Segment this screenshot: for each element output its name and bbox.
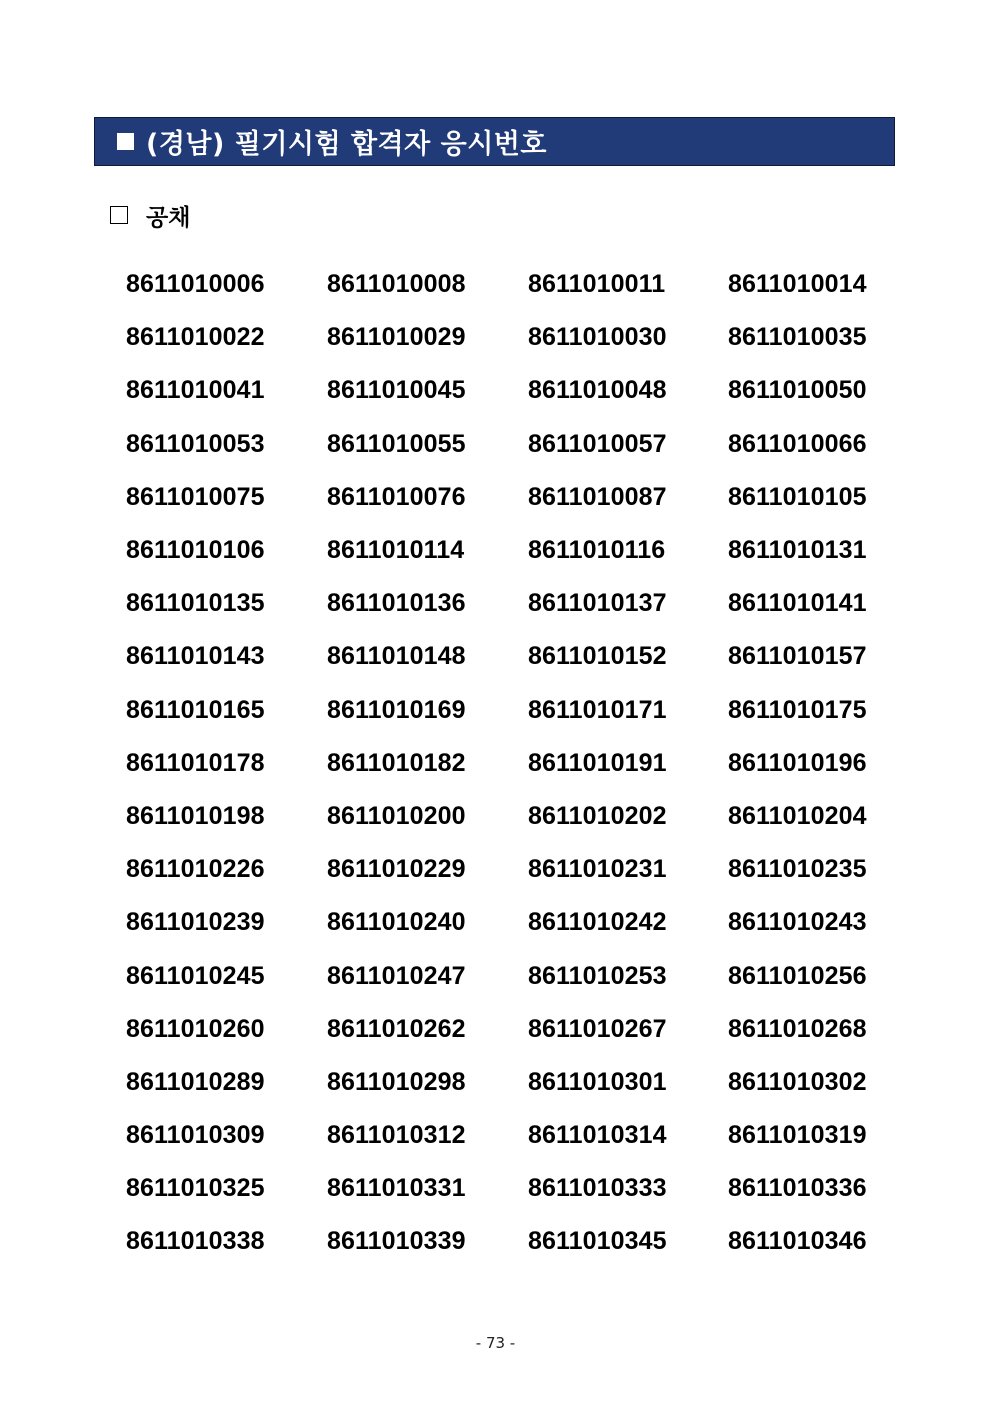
exam-number: 8611010066 [728,429,867,458]
exam-number: 8611010169 [327,695,466,724]
exam-number: 8611010256 [728,961,867,990]
exam-number: 8611010137 [528,589,667,618]
exam-number: 8611010235 [728,855,867,884]
exam-number: 8611010229 [327,855,466,884]
exam-number: 8611010231 [528,855,667,884]
exam-number: 8611010030 [528,323,667,352]
exam-number: 8611010191 [528,748,667,777]
exam-number: 8611010165 [126,695,265,724]
exam-number: 8611010226 [126,855,265,884]
exam-number: 8611010105 [728,482,867,511]
title-bar [94,117,895,166]
exam-number: 8611010053 [126,429,265,458]
exam-number: 8611010050 [728,376,867,405]
exam-number: 8611010152 [528,642,667,671]
exam-number: 8611010116 [528,536,666,565]
exam-number: 8611010302 [728,1067,867,1096]
exam-number: 8611010048 [528,376,667,405]
exam-number: 8611010260 [126,1014,265,1043]
page-title: (경남) 필기시험 합격자 응시번호 [146,129,547,160]
exam-number: 8611010045 [327,376,466,405]
exam-number: 8611010055 [327,429,466,458]
exam-number: 8611010245 [126,961,265,990]
exam-number: 8611010022 [126,323,265,352]
exam-number: 8611010338 [126,1227,265,1256]
exam-number: 8611010247 [327,961,466,990]
exam-number: 8611010141 [728,589,867,618]
exam-number: 8611010057 [528,429,667,458]
exam-number: 8611010198 [126,801,265,830]
exam-number: 8611010202 [528,801,667,830]
exam-number: 8611010182 [327,748,466,777]
exam-number: 8611010336 [728,1174,867,1203]
exam-number: 8611010243 [728,908,867,937]
exam-number: 8611010309 [126,1121,265,1150]
exam-number: 8611010301 [528,1067,667,1096]
exam-number-grid [126,258,886,1269]
exam-number: 8611010006 [126,270,265,299]
exam-number: 8611010106 [126,536,265,565]
filled-square-icon [117,133,134,150]
exam-number: 8611010171 [528,695,667,724]
exam-number: 8611010136 [327,589,466,618]
exam-number: 8611010325 [126,1174,265,1203]
exam-number: 8611010314 [528,1121,667,1150]
empty-checkbox-icon [110,206,128,224]
exam-number: 8611010157 [728,642,867,671]
exam-number: 8611010175 [728,695,867,724]
exam-number: 8611010196 [728,748,867,777]
exam-number: 8611010239 [126,908,265,937]
exam-number: 8611010014 [728,270,867,299]
exam-number: 8611010289 [126,1067,265,1096]
exam-number: 8611010262 [327,1014,466,1043]
exam-number: 8611010035 [728,323,867,352]
exam-number: 8611010312 [327,1121,466,1150]
exam-number: 8611010135 [126,589,265,618]
exam-number: 8611010242 [528,908,667,937]
exam-number: 8611010345 [528,1227,667,1256]
exam-number: 8611010178 [126,748,265,777]
exam-number: 8611010331 [327,1174,466,1203]
exam-number: 8611010204 [728,801,867,830]
exam-number: 8611010131 [728,536,867,565]
exam-number: 8611010298 [327,1067,466,1096]
exam-number: 8611010339 [327,1227,466,1256]
section-label: 공채 [146,204,191,231]
exam-number: 8611010319 [728,1121,867,1150]
page-number: - 73 - [475,1334,516,1352]
exam-number: 8611010253 [528,961,667,990]
exam-number: 8611010267 [528,1014,667,1043]
exam-number: 8611010268 [728,1014,867,1043]
exam-number: 8611010011 [528,270,666,299]
exam-number: 8611010087 [528,482,667,511]
exam-number: 8611010076 [327,482,466,511]
exam-number: 8611010240 [327,908,466,937]
exam-number: 8611010041 [126,376,265,405]
exam-number: 8611010200 [327,801,466,830]
exam-number: 8611010075 [126,482,265,511]
exam-number: 8611010114 [327,536,465,565]
exam-number: 8611010148 [327,642,466,671]
exam-number: 8611010029 [327,323,466,352]
exam-number: 8611010346 [728,1227,867,1256]
exam-number: 8611010143 [126,642,265,671]
exam-number: 8611010008 [327,270,466,299]
section-header [110,198,190,232]
exam-number: 8611010333 [528,1174,667,1203]
